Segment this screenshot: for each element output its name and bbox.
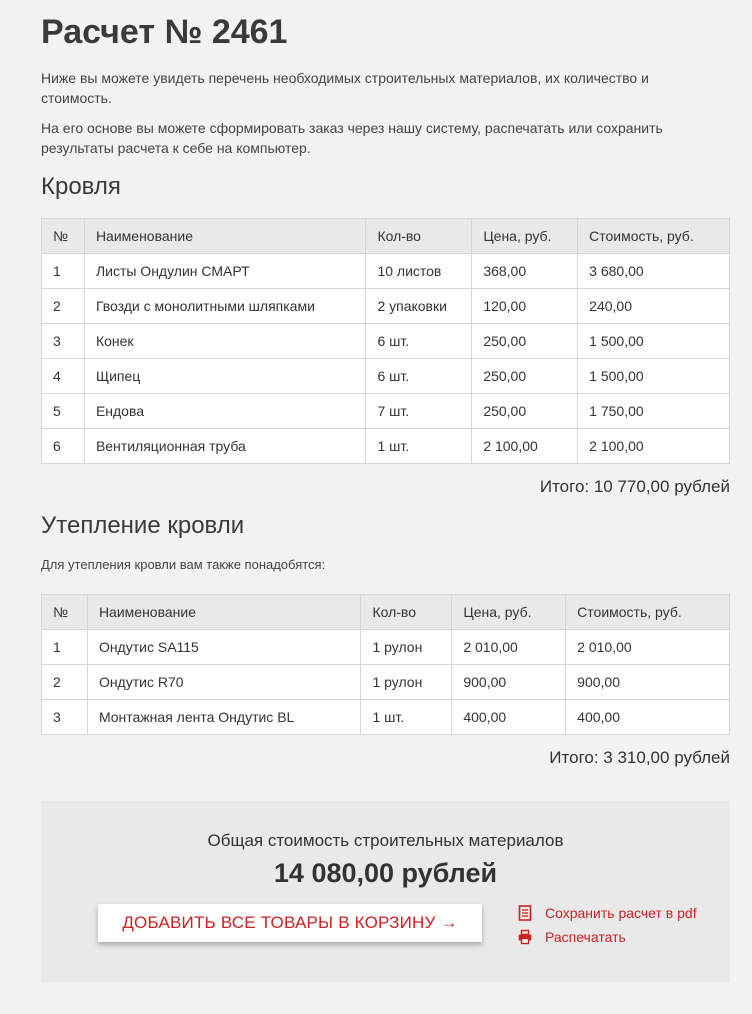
item-price: 400,00 [452,700,566,735]
table-row [42,289,730,324]
summary-total: 14 080,00 рублей [273,858,498,888]
insulation-note: Для утепления кровли вам также понадобятся: [41,557,326,572]
table-row [42,630,730,665]
item-cost: 400,00 [566,700,730,735]
insulation-table [41,594,730,735]
item-name: Щипец [84,359,366,394]
summary-panel [41,801,730,982]
row-number: 5 [42,394,85,429]
item-quantity: 7 шт. [366,394,472,429]
item-quantity: 2 упаковки [366,289,472,324]
roof-total: Итого: 10 770,00 рублей [539,477,730,496]
summary-label: Общая стоимость строительных материалов [207,831,564,850]
column-header: Наименование [87,595,361,630]
row-number: 1 [42,254,85,289]
add-all-to-cart-button[interactable]: ДОБАВИТЬ ВСЕ ТОВАРЫ В КОРЗИНУ → [98,904,482,942]
column-header: Наименование [84,219,366,254]
row-number: 2 [42,665,88,700]
item-price: 250,00 [472,394,578,429]
item-cost: 240,00 [578,289,730,324]
item-price: 2 010,00 [452,630,566,665]
table-header-row [42,219,730,254]
print-link[interactable] [518,929,626,945]
row-number: 6 [42,429,85,464]
row-number: 4 [42,359,85,394]
table-row [42,359,730,394]
table-row [42,394,730,429]
intro-paragraph-1: Ниже вы можете увидеть перечень необходимых строительных материалов, их количество и стоимость. [41,70,649,106]
section-title-roof: Кровля [41,173,121,200]
insulation-total: Итого: 3 310,00 рублей [549,748,730,767]
table-row [42,254,730,289]
item-price: 900,00 [452,665,566,700]
item-cost: 3 680,00 [578,254,730,289]
item-name: Конек [84,324,366,359]
item-price: 2 100,00 [472,429,578,464]
save-pdf-link[interactable] [518,905,697,921]
section-title-insulation: Утепление кровли [41,512,245,539]
column-header: Стоимость, руб. [566,595,730,630]
column-header: Цена, руб. [452,595,566,630]
row-number: 3 [42,324,85,359]
table-row [42,700,730,735]
item-price: 250,00 [472,359,578,394]
item-cost: 900,00 [566,665,730,700]
print-label: Распечатать [545,929,626,945]
item-cost: 2 010,00 [566,630,730,665]
item-price: 368,00 [472,254,578,289]
row-number: 2 [42,289,85,324]
item-price: 250,00 [472,324,578,359]
row-number: 3 [42,700,88,735]
roof-table [41,218,730,464]
item-quantity: 1 рулон [361,630,452,665]
table-row [42,429,730,464]
item-name: Ендова [84,394,366,429]
item-cost: 2 100,00 [578,429,730,464]
item-quantity: 1 шт. [361,700,452,735]
item-quantity: 6 шт. [366,359,472,394]
item-name: Листы Ондулин СМАРТ [84,254,366,289]
item-cost: 1 500,00 [578,324,730,359]
column-header: Кол-во [366,219,472,254]
save-pdf-label: Сохранить расчет в pdf [545,905,697,921]
row-number: 1 [42,630,88,665]
item-name: Монтажная лента Ондутис BL [87,700,361,735]
item-name: Ондутис SA115 [87,630,361,665]
intro-paragraph-2: На его основе вы можете сформировать заказ через нашу систему, распечатать или сохранить результаты расчета к себе на компьютер. [41,120,663,156]
item-name: Ондутис R70 [87,665,361,700]
item-name: Гвозди с монолитными шляпками [84,289,366,324]
item-quantity: 6 шт. [366,324,472,359]
column-header: Кол-во [361,595,452,630]
item-cost: 1 500,00 [578,359,730,394]
page-title: Расчет № 2461 [41,13,288,51]
printer-icon [518,929,532,945]
item-quantity: 1 шт. [366,429,472,464]
table-header-row [42,595,730,630]
column-header: № [42,219,85,254]
item-cost: 1 750,00 [578,394,730,429]
document-icon [518,905,532,921]
item-quantity: 10 листов [366,254,472,289]
table-row [42,665,730,700]
column-header: Стоимость, руб. [578,219,730,254]
column-header: Цена, руб. [472,219,578,254]
item-price: 120,00 [472,289,578,324]
item-name: Вентиляционная труба [84,429,366,464]
item-quantity: 1 рулон [361,665,452,700]
table-row [42,324,730,359]
column-header: № [42,595,88,630]
